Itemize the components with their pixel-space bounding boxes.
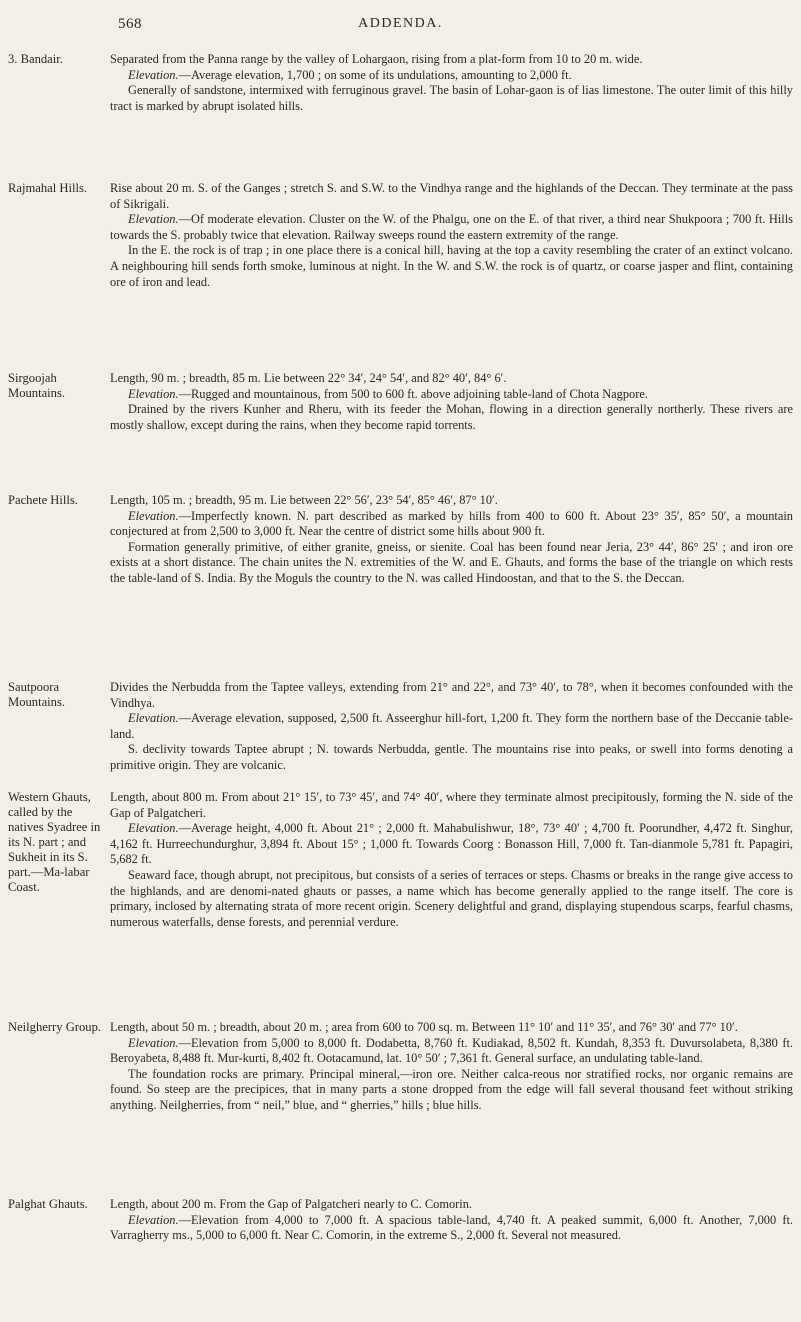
paragraph: Length, about 200 m. From the Gap of Palgatcheri nearly to C. Comorin. xyxy=(110,1197,473,1211)
elevation-label: Elevation. xyxy=(128,212,179,227)
paragraph: Length, 90 m. ; breadth, 85 m. Lie between 22° 34′, 24° 54′, and 82° 40′, 84° 6′. xyxy=(110,371,507,385)
entry-name: 3. Bandair. xyxy=(8,52,63,66)
entry-body xyxy=(110,680,793,774)
paragraph: Drained by the rivers Kunher and Rheru, with its feeder the Mohan, flowing in a direction generally northerly. These rivers are mostly shallow, except during the rains, when they become rapid torrents. xyxy=(110,402,793,432)
paragraph: In the E. the rock is of trap ; in one place there is a conical hill, having at the top a cavity resembling the crater of an extinct volcano. A neighbouring hill sends forth smoke, luminous at night. In the W. and S.W. the rock is of quartz, or coarse jasper and flint, containing ore of iron and lead. xyxy=(110,243,793,289)
paragraph: Length, about 800 m. From about 21° 15′, to 73° 45′, and 74° 40′, where they terminate almost precipitously, forming the N. side of the Gap of Palgatcheri. xyxy=(110,790,793,820)
paragraph: Elevation.—Elevation from 5,000 to 8,000 ft. Dodabetta, 8,760 ft. Kudiakad, 8,502 ft. Kundah, 8,353 ft. Duvursolabeta, 8,380 ft. Beroyabeta, 8,488 ft. Mur-kurti, 8,402 ft. Ootacamund, lat. 10° 50′ ; 7,361 ft. General surface, an undulating table-land. xyxy=(110,1035,793,1066)
paragraph: Elevation.—Elevation from 4,000 to 7,000 ft. A spacious table-land, 4,740 ft. A peaked summit, 6,000 ft. Another, 7,000 ft. Varragherry ms., 5,000 to 6,000 ft. Near C. Comorin, in the extreme S., 2,000 ft. Several not measured. xyxy=(110,1212,793,1243)
entry-body xyxy=(110,181,793,290)
running-title: ADDENDA. xyxy=(358,16,443,31)
elevation-label: Elevation. xyxy=(128,386,179,401)
entry-body xyxy=(110,52,793,114)
paragraph: Separated from the Panna range by the valley of Lohargaon, rising from a plat-form from 10 to 20 m. wide. xyxy=(110,52,643,66)
elevation-label: Elevation. xyxy=(128,711,179,726)
entry-body xyxy=(110,1020,793,1114)
paragraph: Formation generally primitive, of either granite, gneiss, or sienite. Coal has been found near Jeria, 23° 44′, 86° 25′ ; and iron ore exists at a short distance. The chain unites the N. extremities of the W. and E. Ghauts, and forms the base of the triangle on which rests the table-land of S. India. By the Moguls the country to the N. was called Hindoostan, and that to the S. the Deccan. xyxy=(110,539,793,585)
entry-name: Pachete Hills. xyxy=(8,493,78,507)
paragraph: Seaward face, though abrupt, not precipitous, but consists of a series of terraces or steps. Chasms or breaks in the range give access to the highlands, and are denomi-nated ghauts or passes, a name which has become generally applied to the range itself. The core is primary, inclosed by alternating strata of more recent origin. Scenery delightful and grand, displaying stupendous scarps, fearful chasms, numerous waterfalls, dense forests, and perennial verdure. xyxy=(110,867,793,929)
paragraph: Elevation.—Average elevation, 1,700 ; on some of its undulations, amounting to 2,000 ft. xyxy=(128,67,572,82)
paragraph: Generally of sandstone, intermixed with ferruginous gravel. The basin of Lohar-gaon is of lias limestone. The outer limit of this hilly tract is marked by abrupt isolated hills. xyxy=(110,83,793,113)
elevation-label: Elevation. xyxy=(128,67,179,82)
elevation-label: Elevation. xyxy=(128,1035,179,1050)
page-header xyxy=(0,12,801,38)
paragraph: The foundation rocks are primary. Principal mineral,—iron ore. Neither calca-reous nor stratified rocks, nor organic remains are found. So steep are the precipices, that in many parts a stone dropped from the edge will fall several thousand feet without striking anything. Neilgherries, from “ neil,” blue, and “ gherries,” hills ; blue hills. xyxy=(110,1066,793,1112)
paragraph: Elevation.—Average elevation, supposed, 2,500 ft. Asseerghur hill-fort, 1,200 ft. They form the northern base of the Deccanie table-land. xyxy=(110,711,793,741)
paragraph: Length, 105 m. ; breadth, 95 m. Lie between 22° 56′, 23° 54′, 85° 46′, 87° 10′. xyxy=(110,493,498,507)
entry-name: Palghat Ghauts. xyxy=(8,1197,88,1211)
elevation-label: Elevation. xyxy=(128,1212,179,1227)
paragraph: Rise about 20 m. S. of the Ganges ; stretch S. and S.W. to the Vindhya range and the highlands of the Deccan. They terminate at the pass of Sikrigali. xyxy=(110,181,793,211)
paragraph: S. declivity towards Taptee abrupt ; N. towards Nerbudda, gentle. The mountains rise into peaks, or swell into forms denoting a primitive origin. They are volcanic. xyxy=(110,742,793,772)
entry-body xyxy=(110,493,793,587)
paragraph: Elevation.—Rugged and mountainous, from 500 to 600 ft. above adjoining table-land of Chota Nagpore. xyxy=(128,386,648,401)
entry-name: Sirgoojah Mountains. xyxy=(8,371,66,400)
paragraph: Elevation.—Imperfectly known. N. part described as marked by hills from 400 to 600 ft. About 23° 35′, 85° 50′, a mountain conjectured at from 2,500 to 3,000 ft. Near the centre of district some hills about 900 ft. xyxy=(110,508,793,539)
entry-body xyxy=(110,1197,793,1244)
paragraph: Length, about 50 m. ; breadth, about 20 m. ; area from 600 to 700 sq. m. Between 11° 10′ and 11° 35′, and 76° 30′ and 77° 10′. xyxy=(110,1020,738,1034)
elevation-label: Elevation. xyxy=(128,821,179,836)
paragraph: Elevation.—Average height, 4,000 ft. About 21° ; 2,000 ft. Mahabulishwur, 18°, 73° 40′ ; 4,700 ft. Poorundher, 4,472 ft. Singhur, 4,162 ft. Hurreechundurghur, 3,894 ft. About 15° ; 1,000 ft. Towards Coorg : Bonasson Hill, 7,000 ft. Tan-dianmole 5,781 ft. Papagiri, 5,682 ft. xyxy=(110,821,793,867)
entry-name: Neilgherry Group. xyxy=(8,1020,102,1034)
entry-name: Rajmahal Hills. xyxy=(8,181,88,195)
entry-body xyxy=(110,790,793,930)
elevation-label: Elevation. xyxy=(128,508,179,523)
entry-name: Sautpoora Mountains. xyxy=(8,680,66,709)
page-number: 568 xyxy=(118,16,142,32)
paragraph: Elevation.—Of moderate elevation. Cluster on the W. of the Phalgu, one on the E. of that river, a third near Shukpoora ; 700 ft. Hills towards the S. probably twice that elevation. Railway sweeps round the eastern extremity of the range. xyxy=(110,212,793,242)
entry-body xyxy=(110,371,793,433)
paragraph: Divides the Nerbudda from the Taptee valleys, extending from 21° and 22°, and 73° 40′, to 78°, when it becomes confounded with the Vindhya. xyxy=(110,680,793,710)
entry-name: Western Ghauts, called by the natives Syadree in its N. part ; and Sukheit in its S. part.—Ma-labar Coast. xyxy=(8,790,101,894)
